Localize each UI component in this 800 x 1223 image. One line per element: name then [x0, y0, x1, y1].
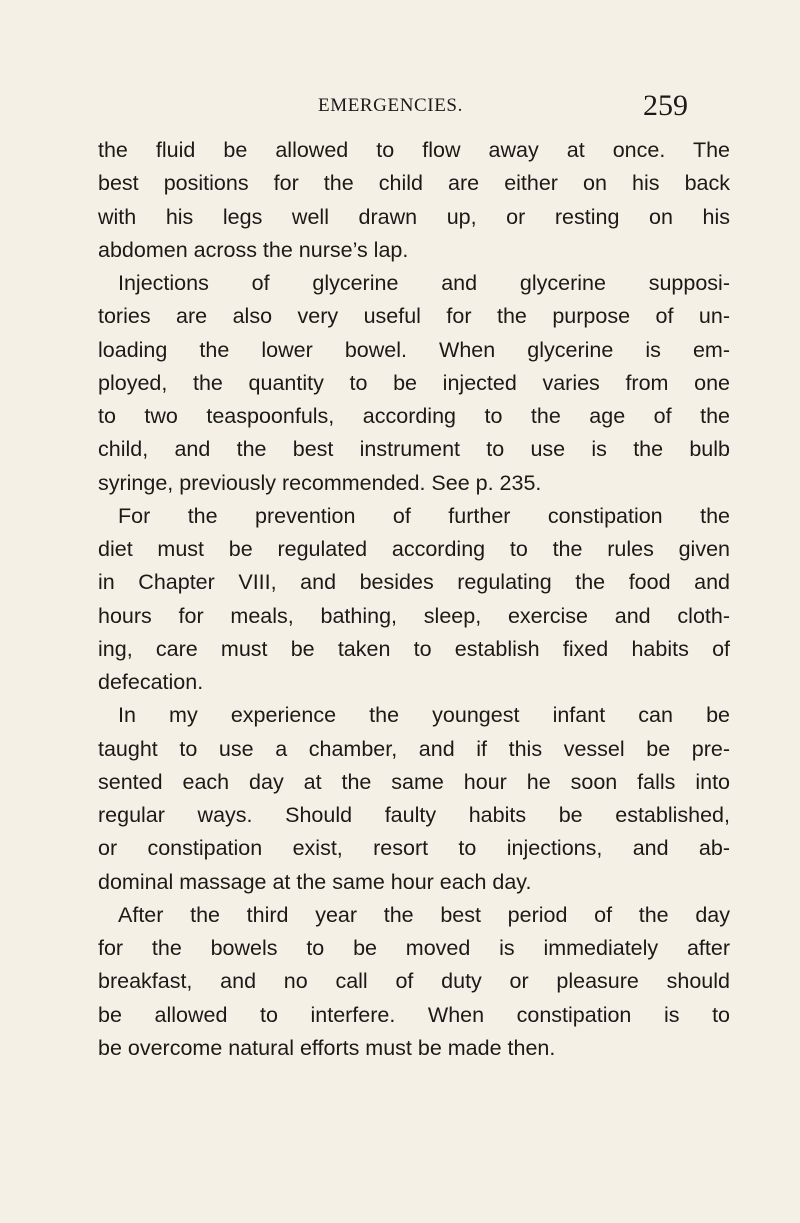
text-line: dominal massage at the same hour each day.	[98, 869, 532, 894]
text-line: for the bowels to be moved is immediately after	[98, 936, 730, 960]
page-number: 259	[643, 89, 688, 122]
text-line: defecation.	[98, 670, 204, 694]
text-line: loading the lower bowel. When glycerine is em-	[98, 337, 730, 362]
text-line: in Chapter VIII, and besides regulating the food and	[98, 570, 730, 595]
text-line: tories are also very useful for the purpose of un-	[98, 304, 730, 329]
text-line: Injections of glycerine and glycerine supposi-	[118, 271, 730, 295]
text-line: After the third year the best period of the day	[118, 902, 730, 927]
text-line: diet must be regulated according to the rules given	[98, 537, 730, 561]
text-line: hours for meals, bathing, sleep, exercise and cloth-	[98, 603, 730, 628]
text-line: to two teaspoonfuls, according to the age of the	[98, 404, 730, 428]
text-line: In my experience the youngest infant can be	[118, 703, 730, 728]
text-line: or constipation exist, resort to injections, and ab-	[98, 836, 730, 861]
running-head	[0, 91, 800, 127]
text-line: abdomen across the nurse’s lap.	[98, 237, 409, 262]
text-line: ployed, the quantity to be injected varies from one	[98, 370, 730, 395]
text-line: taught to use a chamber, and if this vessel be pre-	[98, 736, 730, 761]
running-title: EMERGENCIES.	[318, 95, 463, 116]
text-line: regular ways. Should faulty habits be established,	[98, 803, 730, 827]
text-line: with his legs well drawn up, or resting on his	[98, 204, 730, 229]
text-line: For the prevention of further constipation the	[118, 503, 730, 528]
text-line: syringe, previously recommended. See p. 235.	[98, 470, 542, 495]
body-text	[98, 134, 730, 1065]
text-line: the fluid be allowed to flow away at once. The	[98, 138, 730, 162]
text-line: ing, care must be taken to establish fixed habits of	[98, 636, 730, 661]
text-line: be overcome natural efforts must be made then.	[98, 1035, 556, 1060]
text-line: be allowed to interfere. When constipation is to	[98, 1002, 730, 1027]
text-line: best positions for the child are either on his back	[98, 171, 730, 196]
text-line: sented each day at the same hour he soon falls into	[98, 769, 730, 794]
text-line: child, and the best instrument to use is the bulb	[98, 437, 730, 462]
text-line: breakfast, and no call of duty or pleasure should	[98, 969, 730, 994]
